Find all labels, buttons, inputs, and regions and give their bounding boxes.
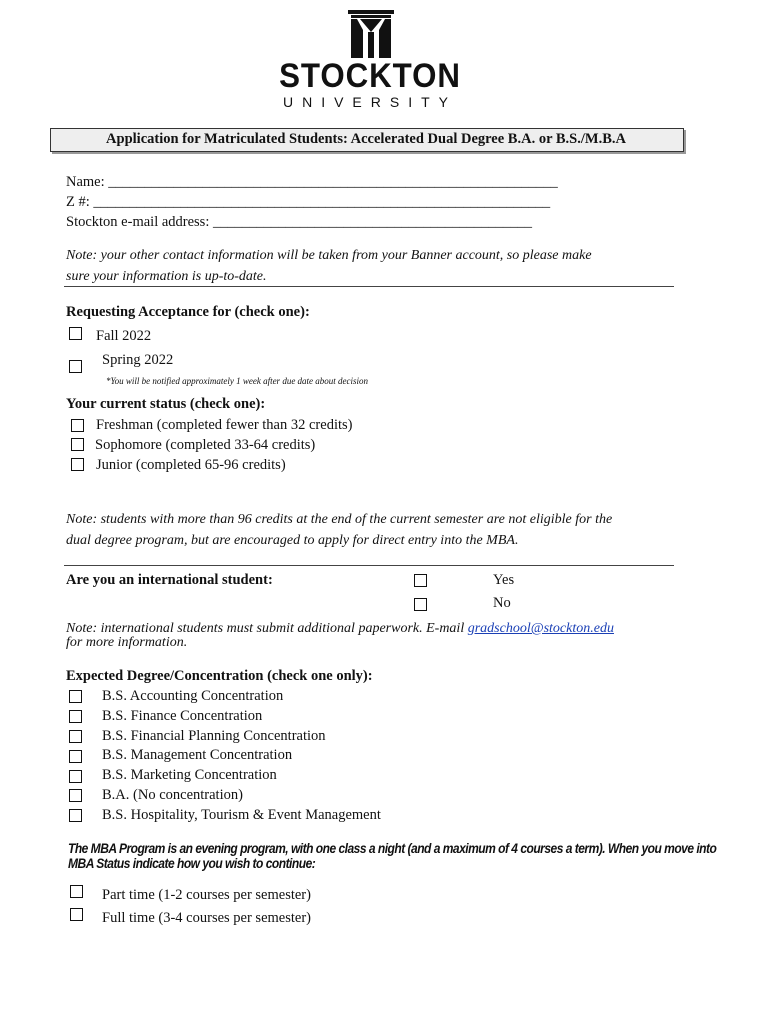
credits-note-line2: dual degree program, but are encouraged to apply for direct entry into the MBA. (66, 533, 519, 548)
degree-option-label: B.S. Marketing Concentration (102, 767, 277, 783)
finance-checkbox[interactable] (69, 710, 82, 723)
junior-checkbox[interactable] (71, 458, 84, 471)
fall-2022-checkbox[interactable] (69, 327, 82, 340)
fall-2022-label: Fall 2022 (96, 328, 152, 344)
part-time-label: Part time (1-2 courses per semester) (102, 887, 311, 903)
degree-header: Expected Degree/Concentration (check one only): (66, 668, 373, 684)
decision-footnote: *You will be notified approximately 1 week after due date about decision (106, 376, 369, 386)
acceptance-header: Requesting Acceptance for (check one): (66, 304, 310, 320)
divider (64, 565, 674, 566)
freshman-label: Freshman (completed fewer than 32 credits) (96, 417, 353, 433)
university-tower-logo-icon (345, 10, 397, 58)
contact-note-line1: Note: your other contact information will be taken from your Banner account, so please make (66, 248, 592, 263)
logo-subtitle: UNIVERSITY (282, 94, 457, 110)
degree-option-label: B.S. Hospitality, Tourism & Event Management (102, 807, 381, 823)
international-no-checkbox[interactable] (414, 598, 427, 611)
divider (64, 286, 674, 287)
international-yes-label: Yes (493, 572, 515, 588)
degree-option-label: B.S. Accounting Concentration (102, 688, 284, 704)
management-checkbox[interactable] (69, 750, 82, 763)
full-time-label: Full time (3-4 courses per semester) (102, 910, 311, 926)
international-no-label: No (493, 595, 511, 611)
sophomore-label: Sophomore (completed 33-64 credits) (95, 437, 316, 453)
mba-note-line2: MBA Status indicate how you wish to continue: (68, 855, 316, 871)
credits-note-line1: Note: students with more than 96 credits at the end of the current semester are not eligible for the (66, 512, 613, 527)
part-time-checkbox[interactable] (70, 885, 83, 898)
z-number-field[interactable]: Z #: _______________________________________________________________ (66, 194, 551, 210)
full-time-checkbox[interactable] (70, 908, 83, 921)
accounting-checkbox[interactable] (69, 690, 82, 703)
international-yes-checkbox[interactable] (414, 574, 427, 587)
grad-school-email-link[interactable]: gradschool@stockton.edu (467, 621, 614, 636)
ba-no-concentration-checkbox[interactable] (69, 789, 82, 802)
degree-option-label: B.S. Financial Planning Concentration (102, 728, 326, 744)
spring-2022-checkbox[interactable] (69, 360, 82, 373)
mba-note-line1: The MBA Program is an evening program, with one class a night (and a maximum of 4 courses a term). When you move into (68, 840, 717, 856)
financial-planning-checkbox[interactable] (69, 730, 82, 743)
international-question: Are you an international student: (66, 572, 273, 588)
international-note-line2: for more information. (66, 635, 188, 650)
degree-option-label: B.A. (No concentration) (102, 787, 243, 803)
junior-label: Junior (completed 65-96 credits) (96, 457, 286, 473)
freshman-checkbox[interactable] (71, 419, 84, 432)
form-title: Application for Matriculated Students: Accelerated Dual Degree B.A. or B.S./M.B.A (106, 131, 626, 147)
hospitality-checkbox[interactable] (69, 809, 82, 822)
degree-option-label: B.S. Finance Concentration (102, 708, 263, 724)
marketing-checkbox[interactable] (69, 770, 82, 783)
status-header: Your current status (check one): (66, 396, 266, 412)
contact-note-line2: sure your information is up-to-date. (66, 269, 267, 284)
logo-name: STOCKTON (279, 57, 461, 95)
international-note-text: Note: international students must submit additional paperwork. E-mail (66, 621, 468, 636)
degree-option-label: B.S. Management Concentration (102, 747, 293, 763)
email-field[interactable]: Stockton e-mail address: ____________________________________________ (66, 214, 532, 230)
sophomore-checkbox[interactable] (71, 438, 84, 451)
name-field[interactable]: Name: ______________________________________________________________ (66, 174, 558, 190)
spring-2022-label: Spring 2022 (102, 352, 174, 368)
